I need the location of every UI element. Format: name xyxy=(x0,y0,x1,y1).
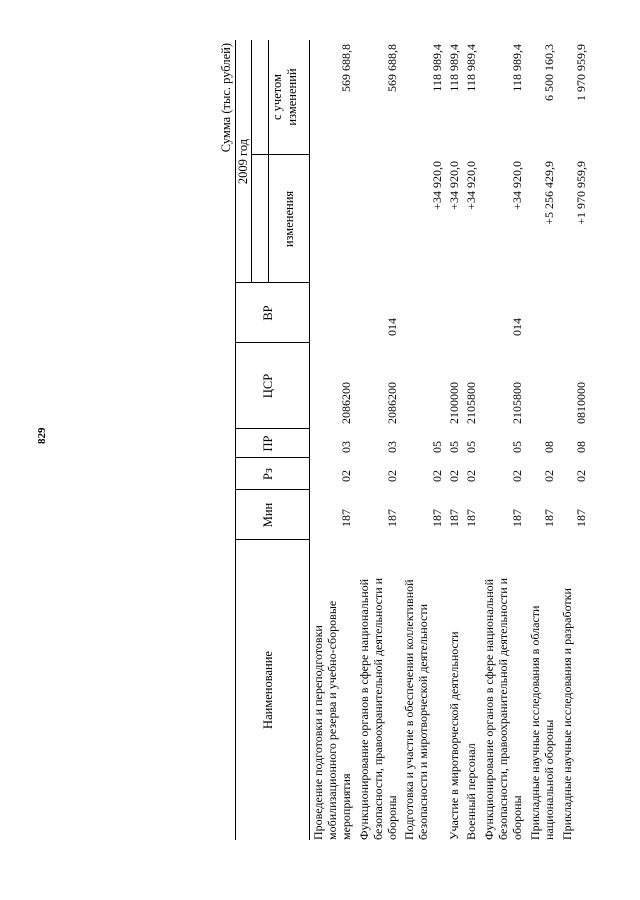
row-min: 187 xyxy=(464,509,478,527)
row-csr: 2105800 xyxy=(464,382,478,424)
header-csr: ЦСР xyxy=(261,373,275,399)
subheader-underline xyxy=(268,40,269,283)
row-name: Функционирование органов в сфере национальной безопасности, правоохранительной деятельности и обороны xyxy=(482,577,525,840)
row-changes: +34 920,0 xyxy=(447,161,461,210)
row-min: 187 xyxy=(385,509,399,527)
row-total: 118 989,4 xyxy=(430,44,444,92)
row-rz: 02 xyxy=(385,470,399,482)
page-number: 829 xyxy=(36,427,48,444)
row-min: 187 xyxy=(339,509,353,527)
row-pr: 05 xyxy=(464,441,478,453)
row-rz: 02 xyxy=(464,470,478,482)
row-changes: +5 256 429,9 xyxy=(542,161,556,225)
row-csr: 2086200 xyxy=(339,382,353,424)
col-divider xyxy=(251,154,309,155)
row-rz: 02 xyxy=(339,470,353,482)
row-csr: 2100000 xyxy=(447,382,461,424)
row-name: Участие в миротворческой деятельности xyxy=(447,631,461,840)
row-pr: 03 xyxy=(385,441,399,453)
row-total: 118 989,4 xyxy=(447,44,461,92)
row-csr: 0810000 xyxy=(574,382,588,424)
year-underline xyxy=(251,40,252,283)
units-caption: Сумма (тыс. рублей) xyxy=(219,43,233,153)
row-rz: 02 xyxy=(574,470,588,482)
row-pr: 05 xyxy=(430,441,444,453)
row-name: Подготовка и участие в обеспечении коллективной безопасности и миротворческой деятельности xyxy=(402,579,431,840)
header-year: 2009 год xyxy=(236,138,250,185)
row-rz: 02 xyxy=(542,470,556,482)
row-total: 118 989,4 xyxy=(510,44,524,92)
row-vr: 014 xyxy=(385,318,399,336)
row-pr: 08 xyxy=(574,441,588,453)
budget-table xyxy=(155,40,588,840)
row-pr: 08 xyxy=(542,441,556,453)
row-pr: 05 xyxy=(510,441,524,453)
header-rz: Рз xyxy=(261,468,275,480)
row-name: Военный персонал xyxy=(464,743,478,840)
row-rz: 02 xyxy=(510,470,524,482)
row-name: Прикладные научные исследования и разработки xyxy=(560,588,574,840)
header-changes: изменения xyxy=(282,190,296,248)
header-pr: ПР xyxy=(261,435,275,452)
row-changes: +34 920,0 xyxy=(510,161,524,210)
row-csr: 2086200 xyxy=(385,382,399,424)
row-name: Прикладные научные исследования в области национальной обороны xyxy=(528,605,557,840)
row-changes: +1 970 959,9 xyxy=(574,161,588,225)
header-bottom-line xyxy=(309,40,310,840)
header-vr: ВР xyxy=(261,305,275,321)
row-name: Функционирование органов в сфере национальной безопасности, правоохранительной деятельности и обороны xyxy=(357,577,400,840)
row-min: 187 xyxy=(574,509,588,527)
row-rz: 02 xyxy=(447,470,461,482)
row-min: 187 xyxy=(447,509,461,527)
row-min: 187 xyxy=(542,509,556,527)
row-min: 187 xyxy=(430,509,444,527)
row-vr: 014 xyxy=(510,318,524,336)
row-name: Проведение подготовки и переподготовки мобилизационного резерва и учебно-сборовые мероприятия xyxy=(311,600,354,840)
row-changes: +34 920,0 xyxy=(464,161,478,210)
header-name: Наименование xyxy=(261,651,275,729)
row-total: 6 500 160,3 xyxy=(542,44,556,101)
row-changes: +34 920,0 xyxy=(430,161,444,210)
row-csr: 2105800 xyxy=(510,382,524,424)
row-pr: 03 xyxy=(339,441,353,453)
header-min: Мин xyxy=(261,502,275,528)
row-min: 187 xyxy=(510,509,524,527)
row-total: 569 688,8 xyxy=(385,44,399,92)
header-with-changes: с учетом изменений xyxy=(270,68,299,126)
row-total: 1 970 959,9 xyxy=(574,44,588,101)
row-pr: 05 xyxy=(447,441,461,453)
row-total: 569 688,8 xyxy=(339,44,353,92)
row-total: 118 989,4 xyxy=(464,44,478,92)
row-rz: 02 xyxy=(430,470,444,482)
